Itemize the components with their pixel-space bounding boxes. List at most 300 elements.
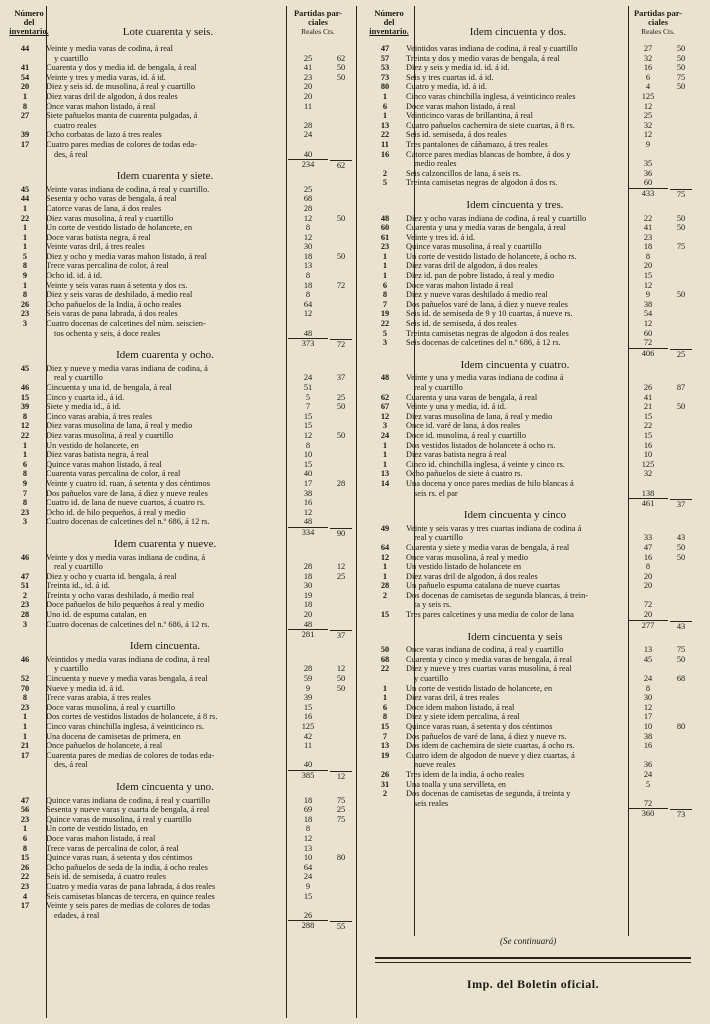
amount-reales: 5 — [645, 779, 651, 789]
inventory-number: 73 — [380, 72, 390, 82]
amount-centimos: 68 — [676, 674, 686, 684]
inventory-number: 1 — [382, 271, 388, 281]
inventory-number: 19 — [380, 309, 390, 319]
inventory-number: 22 — [380, 319, 390, 329]
inventory-entry — [6, 732, 352, 742]
inventory-entry — [6, 82, 352, 92]
inventory-number: 7 — [382, 299, 388, 309]
description-text: Un pañuelo espuma catalana de nueve cuartas — [406, 581, 560, 591]
description-text: Tres idem de la india, á ocho reales — [406, 769, 525, 779]
inventory-entry — [6, 130, 352, 140]
inventory-entry — [6, 620, 352, 630]
item-description — [406, 338, 624, 348]
item-description — [406, 543, 624, 553]
description-text: Treinta y ocho varas deshilado, á medio real — [46, 590, 195, 600]
lot-total — [6, 629, 352, 640]
inventory-number: 26 — [20, 862, 30, 872]
description-text: Diez varas dril de algodon, á dos reales — [46, 91, 178, 101]
amount-reales: 12 — [643, 280, 653, 290]
amount-reales: 72 — [643, 600, 653, 610]
inventory-entry — [6, 271, 352, 281]
inventory-entry — [366, 524, 692, 543]
inventory-entry — [366, 300, 692, 310]
inventory-number: 39 — [20, 402, 30, 412]
item-description — [46, 693, 284, 703]
inventory-entry — [6, 281, 352, 291]
description-text: Siete pañuelos manta de cuarenta pulgadas, á — [46, 111, 198, 121]
inventory-number: 41 — [20, 63, 30, 73]
item-description — [46, 572, 284, 582]
inventory-number: 47 — [20, 795, 30, 805]
description-text: Una docena de camisetas de primera, en — [46, 731, 181, 741]
inventory-number: 28 — [20, 610, 30, 620]
amount-reales: 40 — [303, 469, 313, 479]
amount-reales: 11 — [303, 101, 313, 111]
section-heading: Idem cincuenta. — [129, 640, 201, 653]
inventory-entry — [6, 508, 352, 518]
item-description — [46, 460, 284, 470]
amount-reales: 16 — [643, 552, 653, 562]
right-header — [366, 6, 692, 40]
item-description — [406, 732, 624, 742]
inventory-entry — [366, 111, 692, 121]
item-description — [406, 214, 624, 224]
description-text: Cuarenta pares de medias de colores de todas eda- — [46, 750, 215, 760]
total-reales: 334 — [288, 527, 328, 538]
amount-reales: 39 — [303, 693, 313, 703]
heading-line: del — [23, 17, 35, 27]
inventory-number: 64 — [380, 542, 390, 552]
inventory-entry — [366, 252, 692, 262]
description-text: Cuatro docenas de calcetines del n.º 686, á 12 rs. — [46, 517, 210, 527]
inventory-entry — [366, 373, 692, 392]
inventory-number: 51 — [20, 581, 30, 591]
inventory-entry — [6, 421, 352, 431]
amount-reales: 8 — [305, 290, 311, 300]
heading-line: Partidas par- — [293, 8, 343, 18]
amount-reales: 41 — [643, 392, 653, 402]
item-description — [46, 581, 284, 591]
description-text: Una toalla y una servilleta, en — [406, 779, 506, 789]
inventory-entry — [366, 664, 692, 683]
inventory-entry — [366, 223, 692, 233]
item-description — [406, 223, 624, 233]
item-description — [46, 73, 284, 83]
inventory-entry — [366, 169, 692, 179]
amount-reales: 12 — [643, 702, 653, 712]
inventory-entry — [366, 261, 692, 271]
amount-reales: 12 — [643, 101, 653, 111]
inventory-number: 52 — [20, 674, 30, 684]
amount-reales: 32 — [643, 469, 653, 479]
item-description — [406, 178, 624, 188]
description-text: Diez varas batista negra, á real — [46, 450, 149, 460]
item-description — [406, 261, 624, 271]
description-text: Diez y ocho y media varas mahon listado, á real — [46, 251, 207, 261]
inventory-entry — [366, 722, 692, 732]
description-text: Diez y nueve varas deshilado á medio real — [406, 290, 548, 300]
description-text: Doce varas batista negra, á real — [46, 232, 151, 242]
amount-reales: 8 — [645, 683, 651, 693]
description-text: Veinticinco varas de brillantina, á real — [406, 111, 533, 121]
item-description — [46, 620, 284, 630]
inventory-entry — [366, 44, 692, 54]
section-heading: Idem cuarenta y siete. — [116, 170, 214, 183]
total-centimos: 62 — [330, 160, 352, 171]
inventory-number: 53 — [380, 63, 390, 73]
inventory-entry — [6, 441, 352, 451]
item-description — [46, 901, 284, 920]
item-description — [406, 524, 624, 543]
inventory-number: 22 — [380, 130, 390, 140]
amount-centimos: 12 — [336, 664, 346, 674]
description-text: Trece varas de percalina de color, á real — [46, 843, 179, 853]
item-description — [46, 863, 284, 873]
inventory-entry — [366, 140, 692, 150]
total-reales: 373 — [288, 338, 328, 349]
double-rule — [375, 957, 691, 959]
item-description — [406, 751, 624, 770]
amount-reales: 54 — [643, 309, 653, 319]
inventory-entry — [366, 402, 692, 412]
inventory-entry — [366, 645, 692, 655]
inventory-number: 1 — [22, 232, 28, 242]
inventory-entry — [6, 194, 352, 204]
description-text: Ocho pañuelos de la India, á ocho reales — [46, 299, 182, 309]
inventory-entry — [366, 54, 692, 64]
inventory-entry — [366, 450, 692, 460]
description-text: Veinte y seis pares de medias de colores de todas — [46, 901, 210, 911]
description-text: Veinte y seis varas y tres cuartas indiana de codina á — [406, 523, 582, 533]
amount-reales: 41 — [303, 63, 313, 73]
description-text: Un corte de vestido listado de holancete, en — [46, 223, 193, 233]
item-description — [46, 853, 284, 863]
description-text: Treinta y dos y medio varas de bengala, á real — [406, 53, 560, 63]
amount-reales: 24 — [643, 769, 653, 779]
inventory-number: 2 — [22, 590, 28, 600]
inventory-number: 8 — [22, 469, 28, 479]
amount-reales: 22 — [643, 421, 653, 431]
amount-reales: 15 — [303, 702, 313, 712]
description-text: Cinco varas chinchilla inglesa, á veinticinco rs. — [46, 722, 205, 731]
description-text: Veinte y tres y media varas, id. á id. — [46, 72, 166, 82]
inventory-number: 1 — [382, 251, 388, 261]
amount-reales: 28 — [303, 664, 313, 674]
amount-reales: 27 — [643, 44, 653, 53]
inventory-number: 13 — [380, 741, 390, 751]
inventory-number: 60 — [380, 223, 390, 233]
amount-reales: 33 — [643, 533, 653, 543]
amount-centimos: 28 — [336, 478, 346, 488]
inventory-number: 47 — [20, 571, 30, 581]
description-continuation: seis rs. el par — [414, 488, 458, 498]
inventory-entry — [366, 732, 692, 742]
inventory-entry — [366, 469, 692, 479]
inventory-number: 3 — [382, 421, 388, 431]
item-description — [46, 102, 284, 112]
description-text: Veinte varas dril, á tres reales — [46, 242, 145, 252]
description-text: Cuarenta y una varas de bengala, á real — [406, 392, 538, 402]
inventory-number: 1 — [382, 111, 388, 121]
item-description — [406, 460, 624, 470]
inventory-number: 1 — [382, 562, 388, 572]
inventory-number: 26 — [20, 299, 30, 309]
inventory-number: 80 — [380, 82, 390, 92]
item-description — [46, 402, 284, 412]
inventory-number: 1 — [22, 242, 28, 252]
item-description — [406, 140, 624, 150]
amount-reales: 13 — [643, 645, 653, 655]
inventory-entry — [6, 431, 352, 441]
description-text: Once varas musolina, á real y medio — [406, 552, 529, 562]
amount-reales: 12 — [303, 309, 313, 319]
description-continuation: y cuartillo — [414, 674, 449, 684]
item-description — [46, 82, 284, 92]
inventory-entry — [6, 252, 352, 262]
amount-reales: 32 — [643, 53, 653, 63]
inventory-entry — [6, 610, 352, 620]
item-description — [406, 572, 624, 582]
amount-reales: 8 — [305, 271, 311, 281]
inventory-entry — [366, 543, 692, 553]
inventory-entry — [366, 441, 692, 451]
inventory-entry — [366, 393, 692, 403]
amount-reales: 17 — [643, 712, 653, 722]
inventory-number: 57 — [380, 53, 390, 63]
amount-reales: 8 — [305, 824, 311, 834]
inventory-entry — [6, 712, 352, 722]
amount-centimos: 75 — [336, 814, 346, 824]
description-text: Dos pañuelos vare de lana, á diez y nueve reales — [46, 488, 208, 498]
amount-centimos: 50 — [676, 542, 686, 552]
inventory-number: 46 — [20, 552, 30, 562]
amount-reales: 6 — [645, 72, 651, 82]
item-description — [46, 309, 284, 319]
item-description — [46, 364, 284, 383]
item-description — [406, 591, 624, 610]
amount-reales: 24 — [643, 674, 653, 684]
description-text: Seis id. de semiseda, á cuatro reales — [46, 872, 166, 882]
inventory-entry — [6, 805, 352, 815]
item-description — [406, 610, 624, 620]
amount-reales: 25 — [303, 184, 313, 194]
item-description — [406, 645, 624, 655]
amount-centimos: 50 — [336, 674, 346, 684]
description-text: Un corte de vestido listado, en — [46, 824, 148, 834]
amount-reales: 24 — [303, 130, 313, 140]
item-description — [46, 684, 284, 694]
inventory-entry — [366, 572, 692, 582]
amount-reales: 19 — [303, 590, 313, 600]
amount-centimos: 50 — [336, 683, 346, 693]
amount-centimos: 12 — [336, 562, 346, 572]
total-reales: 433 — [628, 188, 668, 199]
inventory-entry — [6, 214, 352, 224]
inventory-number: 17 — [20, 901, 30, 911]
amount-reales: 18 — [643, 242, 653, 252]
inventory-entry — [6, 393, 352, 403]
amount-centimos: 80 — [336, 853, 346, 863]
partial-amounts-heading — [284, 9, 352, 36]
inventory-entry — [6, 581, 352, 591]
amount-reales: 125 — [641, 459, 655, 469]
item-description — [46, 479, 284, 489]
inventory-entry — [366, 82, 692, 92]
inventory-number: 16 — [380, 149, 390, 159]
item-description — [46, 271, 284, 281]
item-description — [46, 204, 284, 214]
inventory-number: 26 — [380, 769, 390, 779]
amount-reales: 40 — [303, 149, 313, 159]
amount-reales: 15 — [303, 459, 313, 469]
description-text: Trece varas percalina de color, á real — [46, 261, 169, 271]
inventory-entry — [6, 364, 352, 383]
inventory-entry — [6, 300, 352, 310]
description-text: Doce varas musolina, á real y cuartillo — [46, 702, 176, 712]
item-description — [46, 751, 284, 770]
inventory-entry — [6, 796, 352, 806]
description-text: Diez y seis varas de deshilado, á medio real — [46, 290, 193, 300]
item-description — [406, 712, 624, 722]
inventory-number: 22 — [380, 664, 390, 674]
amount-centimos: 37 — [336, 373, 346, 383]
amount-centimos: 75 — [676, 72, 686, 82]
heading-line: ciales — [308, 17, 328, 27]
item-description — [46, 431, 284, 441]
item-description — [406, 319, 624, 329]
inventory-number: 6 — [382, 702, 388, 712]
amount-reales: 23 — [303, 72, 313, 82]
description-text: Veinte y cuatro id. ruan, á setenta y dos céntimos — [46, 478, 210, 488]
amount-reales: 125 — [301, 722, 315, 731]
item-description — [46, 319, 284, 338]
amount-reales: 10 — [643, 450, 653, 460]
description-text: Un corte de vestido listado de holancete, á ocho rs. — [406, 251, 577, 261]
total-centimos: 43 — [670, 621, 692, 632]
description-text: Catorce varas de lana, á dos reales — [46, 203, 162, 213]
inventory-entry — [6, 892, 352, 902]
description-text: Diez y ocho varas indiana de codina, á real y cuartillo — [406, 213, 587, 223]
item-description — [46, 815, 284, 825]
inventory-entry — [366, 770, 692, 780]
description-text: Veinte y una y media, id. á id. — [406, 402, 507, 412]
amount-reales: 12 — [303, 507, 313, 517]
inventory-number: 46 — [20, 383, 30, 392]
inventory-entry — [366, 73, 692, 83]
inventory-number: 1 — [22, 91, 28, 101]
description-text: Cuatro docenas de calcetines del n.º 686, á 12 rs. — [46, 619, 210, 629]
amount-centimos: 50 — [676, 402, 686, 412]
amount-reales: 16 — [303, 498, 313, 508]
inventory-entry — [366, 684, 692, 694]
inventory-number: 2 — [382, 590, 388, 600]
description-text: Tres pantalones de cáñamazo, á tres reales — [406, 139, 548, 149]
heading-line: ciales — [648, 17, 668, 27]
inventory-number: 1 — [22, 731, 28, 741]
description-text: Veinte y una y media varas indiana de codina á — [406, 373, 564, 383]
inventory-number: 1 — [382, 261, 388, 271]
inventory-number: 1 — [22, 223, 28, 233]
amount-reales: 60 — [643, 328, 653, 338]
amount-centimos: 50 — [676, 53, 686, 63]
inventory-number: 1 — [22, 722, 28, 731]
description-text: Dos cortes de vestidos listados de holancete, á 8 rs. — [46, 712, 218, 722]
inventory-number: 20 — [20, 82, 30, 92]
item-description — [406, 309, 624, 319]
amount-reales: 28 — [303, 562, 313, 572]
total-reales: 234 — [288, 159, 328, 170]
description-text: Catorce pares medias blancas de hombre, á dos y — [406, 149, 571, 159]
amount-reales: 51 — [303, 383, 313, 392]
item-description — [46, 393, 284, 403]
item-description — [46, 655, 284, 674]
amount-centimos: 25 — [336, 805, 346, 815]
inventory-number: 15 — [20, 853, 30, 863]
inventory-entry — [6, 233, 352, 243]
inventory-number: 8 — [22, 101, 28, 111]
inventory-number: 23 — [20, 309, 30, 319]
description-continuation: real y cuartillo — [54, 373, 103, 383]
description-text: Cuatro pañuelos cachemira de siete cuartas, á 8 rs. — [406, 120, 575, 130]
description-continuation: nueve reales — [414, 760, 456, 770]
item-description — [406, 242, 624, 252]
item-description — [46, 508, 284, 518]
amount-reales: 48 — [303, 517, 313, 527]
amount-centimos: 87 — [676, 383, 686, 392]
total-centimos: 37 — [330, 630, 352, 641]
inventory-number: 12 — [380, 411, 390, 421]
item-description — [406, 130, 624, 140]
double-rule — [375, 962, 691, 963]
amount-centimos: 25 — [336, 571, 346, 581]
description-text: Cuatro docenas de calcetines del núm. seiscien- — [46, 319, 206, 329]
amount-reales: 10 — [643, 722, 653, 731]
amount-centimos: 43 — [676, 533, 686, 543]
amount-reales: 24 — [303, 872, 313, 882]
inventory-number: 3 — [22, 319, 28, 329]
inventory-entry — [366, 780, 692, 790]
inventory-entry — [6, 111, 352, 130]
inventory-number: 1 — [382, 459, 388, 469]
heading-line: inventario. — [9, 26, 49, 36]
description-text: Diez y nueve y tres cuartas varas musolina, á real — [406, 664, 572, 674]
inventory-number: 3 — [382, 338, 388, 348]
item-description — [406, 684, 624, 694]
amount-reales: 18 — [303, 251, 313, 261]
inventory-entry — [6, 319, 352, 338]
amount-centimos: 50 — [676, 290, 686, 300]
inventory-number: 31 — [380, 779, 390, 789]
item-description — [46, 712, 284, 722]
amount-centimos: 72 — [336, 280, 346, 290]
amount-reales: 48 — [303, 619, 313, 629]
item-description — [406, 290, 624, 300]
description-text: Trece varas arabia, á tres reales — [46, 693, 151, 703]
amount-reales: 38 — [303, 488, 313, 498]
description-continuation: ta y seis rs. — [414, 600, 452, 610]
amount-reales: 25 — [643, 111, 653, 121]
inventory-entry — [366, 319, 692, 329]
lot-total — [6, 920, 352, 931]
description-text: Veinte y dos y media varas indiana de codina, á — [46, 552, 206, 562]
inventory-entry — [366, 242, 692, 252]
inventory-number: 8 — [22, 693, 28, 703]
lot-total — [366, 498, 692, 509]
amount-reales: 10 — [303, 853, 313, 863]
inventory-entry — [6, 655, 352, 674]
inventory-entry — [366, 281, 692, 291]
description-text: Diez varas batista negra á real — [406, 450, 507, 460]
